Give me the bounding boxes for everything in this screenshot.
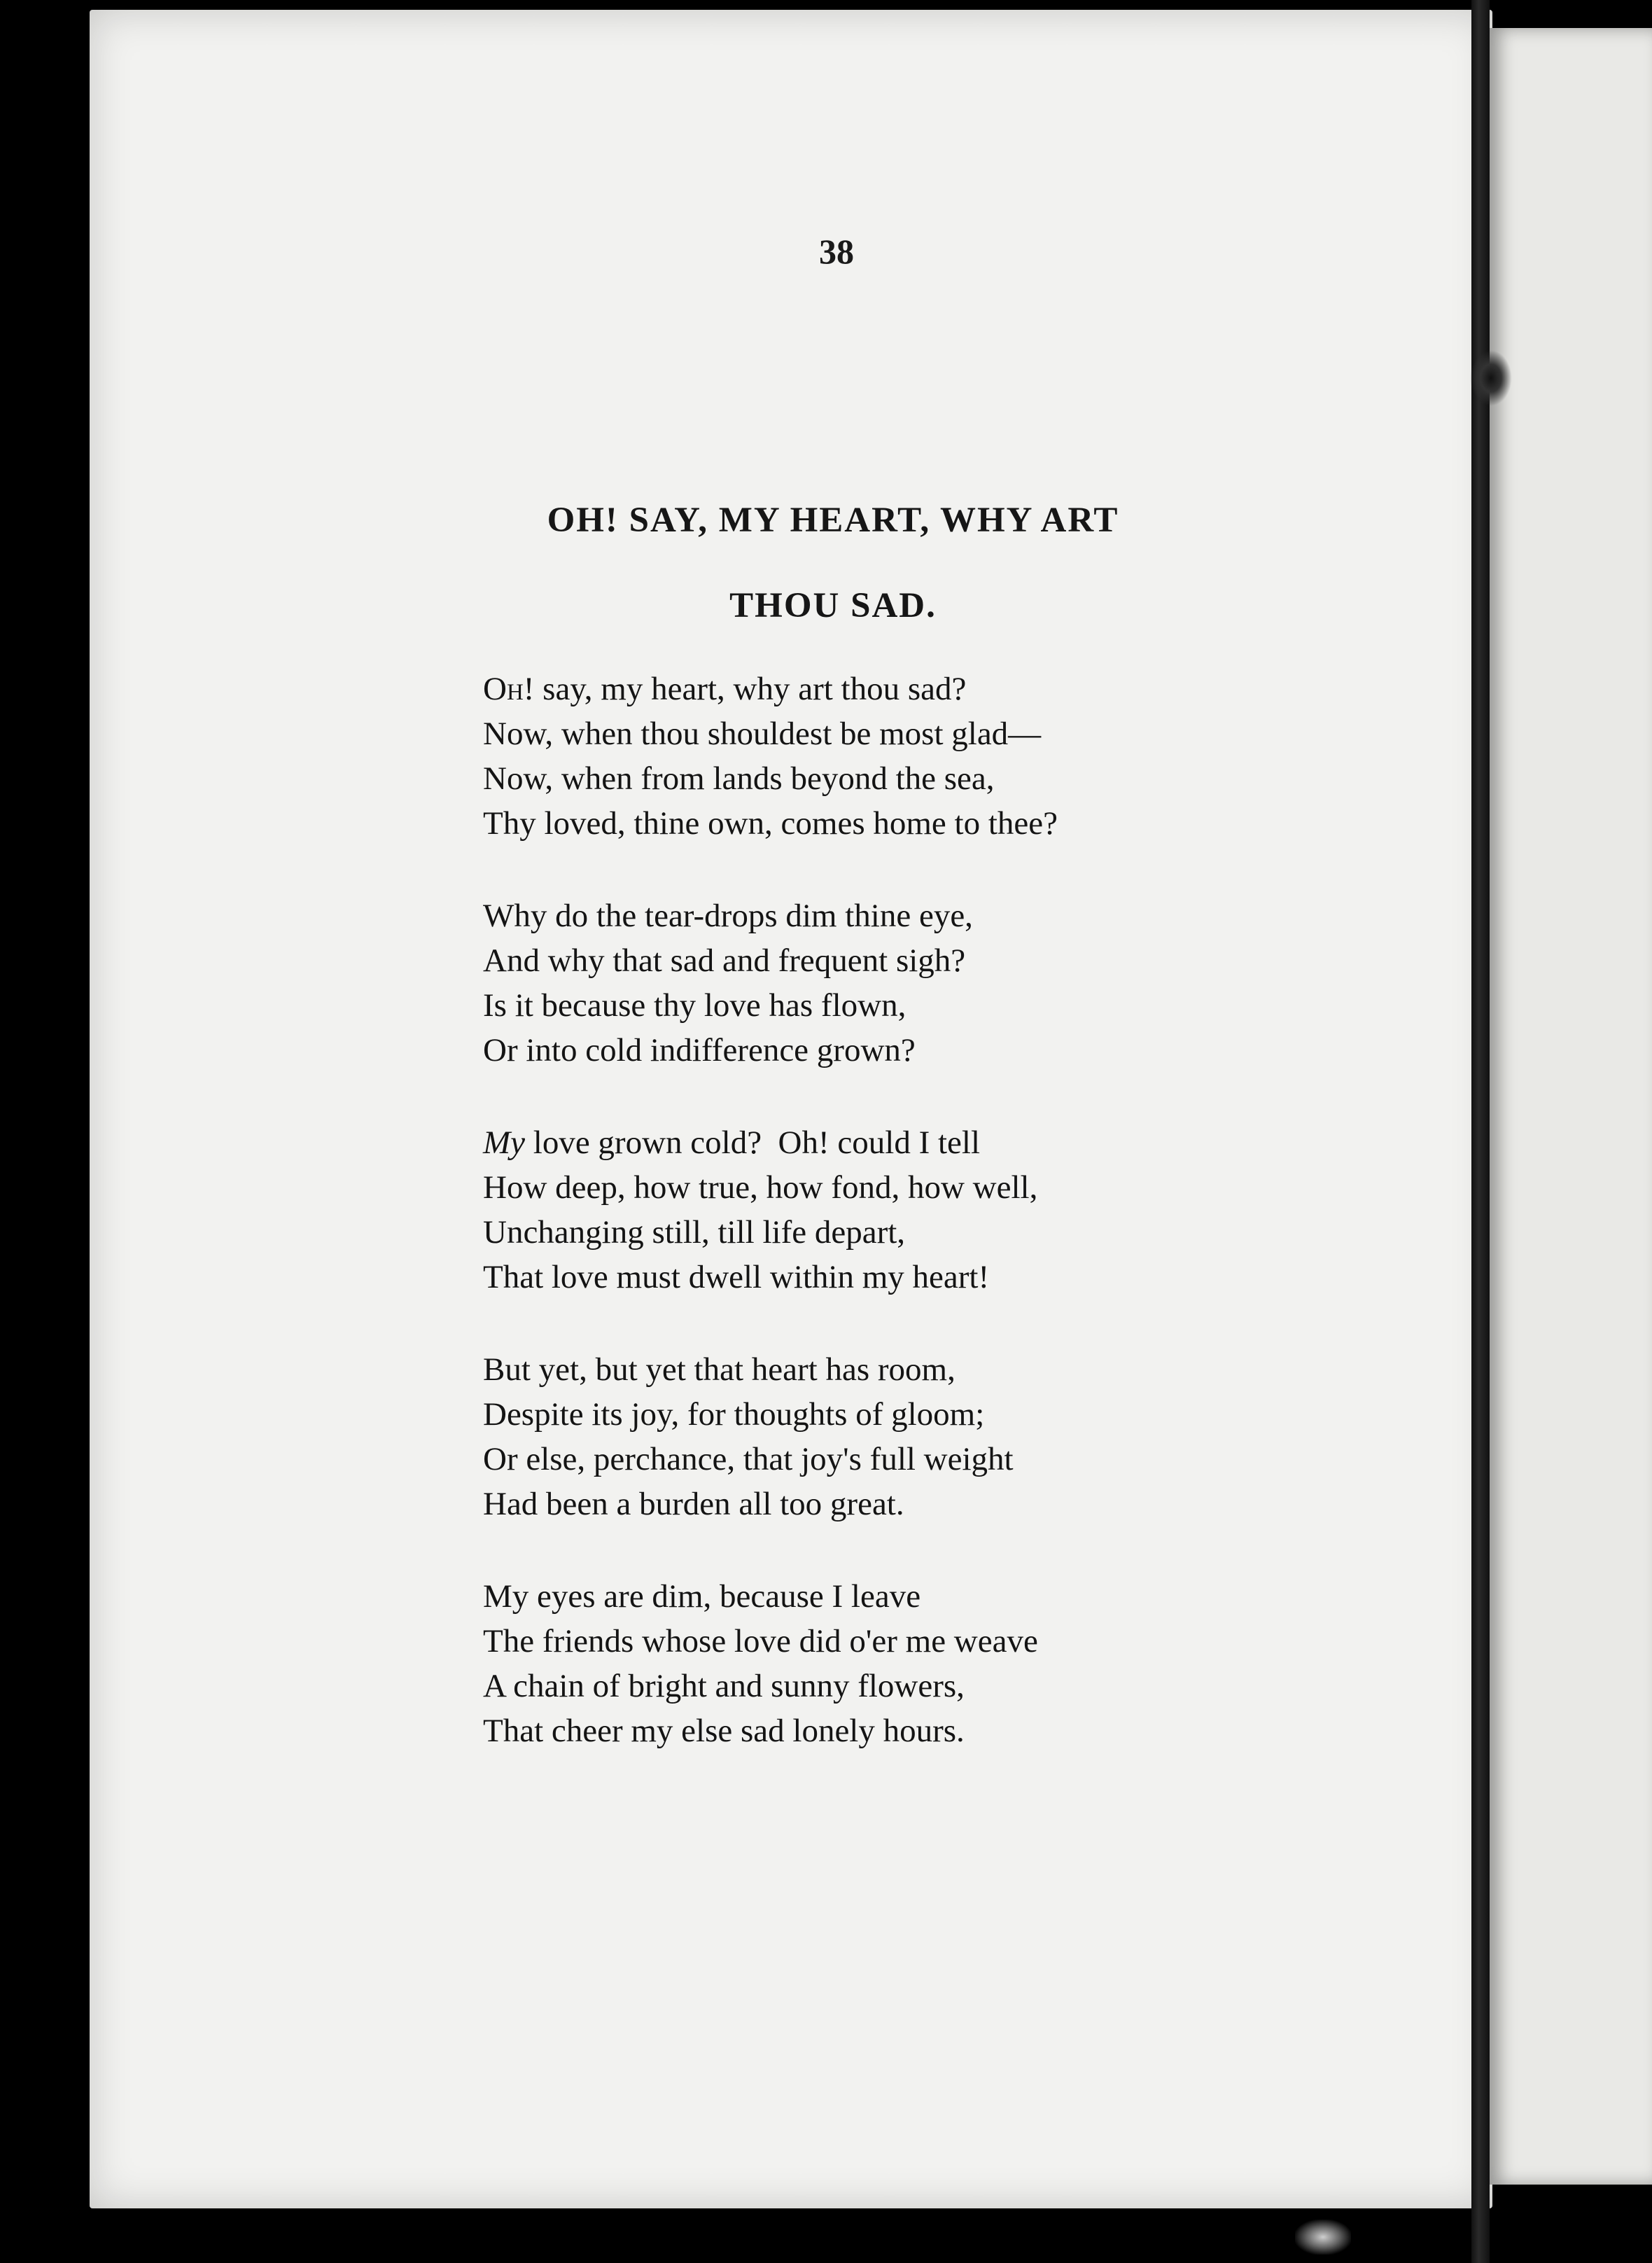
drop-word: Oh <box>483 671 524 707</box>
poem-line: Despite its joy, for thoughts of gloom; <box>483 1396 985 1433</box>
ink-mark-icon <box>1470 350 1512 406</box>
poem-line: Now, when from lands beyond the sea, <box>483 760 995 797</box>
poem-line: That love must dwell within my heart! <box>483 1259 990 1295</box>
poem-line: That cheer my else sad lonely hours. <box>483 1713 965 1749</box>
stanza-2 <box>483 893 1183 1073</box>
stanza-5 <box>483 1574 1183 1753</box>
poem-line: My eyes are dim, because I leave <box>483 1578 921 1615</box>
book-gutter <box>1471 0 1490 2263</box>
poem-body <box>483 667 1183 1801</box>
stanza-1 <box>483 667 1183 846</box>
poem-title <box>420 478 1246 648</box>
poem-line: How deep, how true, how fond, how well, <box>483 1169 1038 1206</box>
line-text: love grown cold? Oh! could I tell <box>525 1124 981 1161</box>
stanza-3 <box>483 1120 1183 1300</box>
poem-line: Now, when thou shouldest be most glad— <box>483 716 1042 752</box>
line-text: ! say, my heart, why art thou sad? <box>523 671 967 707</box>
poem-line: The friends whose love did o'er me weave <box>483 1623 1038 1659</box>
poem-line: A chain of bright and sunny flowers, <box>483 1668 965 1704</box>
poem-line <box>483 667 1183 711</box>
poem-line: Had been a burden all too great. <box>483 1486 904 1522</box>
facing-page-edge <box>1490 28 1652 2185</box>
poem-line: Is it because thy love has flown, <box>483 987 906 1024</box>
page-number-text: 38 <box>819 232 854 271</box>
poem-line: Or into cold indifference grown? <box>483 1032 916 1068</box>
poem-title-line-2: THOU SAD. <box>729 586 937 625</box>
poem-line: Thy loved, thine own, comes home to thee? <box>483 805 1058 842</box>
poem-line: But yet, but yet that heart has room, <box>483 1351 955 1388</box>
poem-line: And why that sad and frequent sigh? <box>483 942 966 979</box>
poem-line <box>483 1120 1183 1165</box>
poem-line: Why do the tear-drops dim thine eye, <box>483 898 973 934</box>
poem-title-line-1: OH! SAY, MY HEART, WHY ART <box>547 501 1119 540</box>
emphasis-word: My <box>483 1124 526 1161</box>
stanza-4 <box>483 1347 1183 1526</box>
page-number <box>0 231 1652 272</box>
poem-line: Or else, perchance, that joy's full weight <box>483 1441 1014 1477</box>
poem-line: Unchanging still, till life depart, <box>483 1214 906 1251</box>
ink-blot-icon <box>1295 2220 1351 2255</box>
